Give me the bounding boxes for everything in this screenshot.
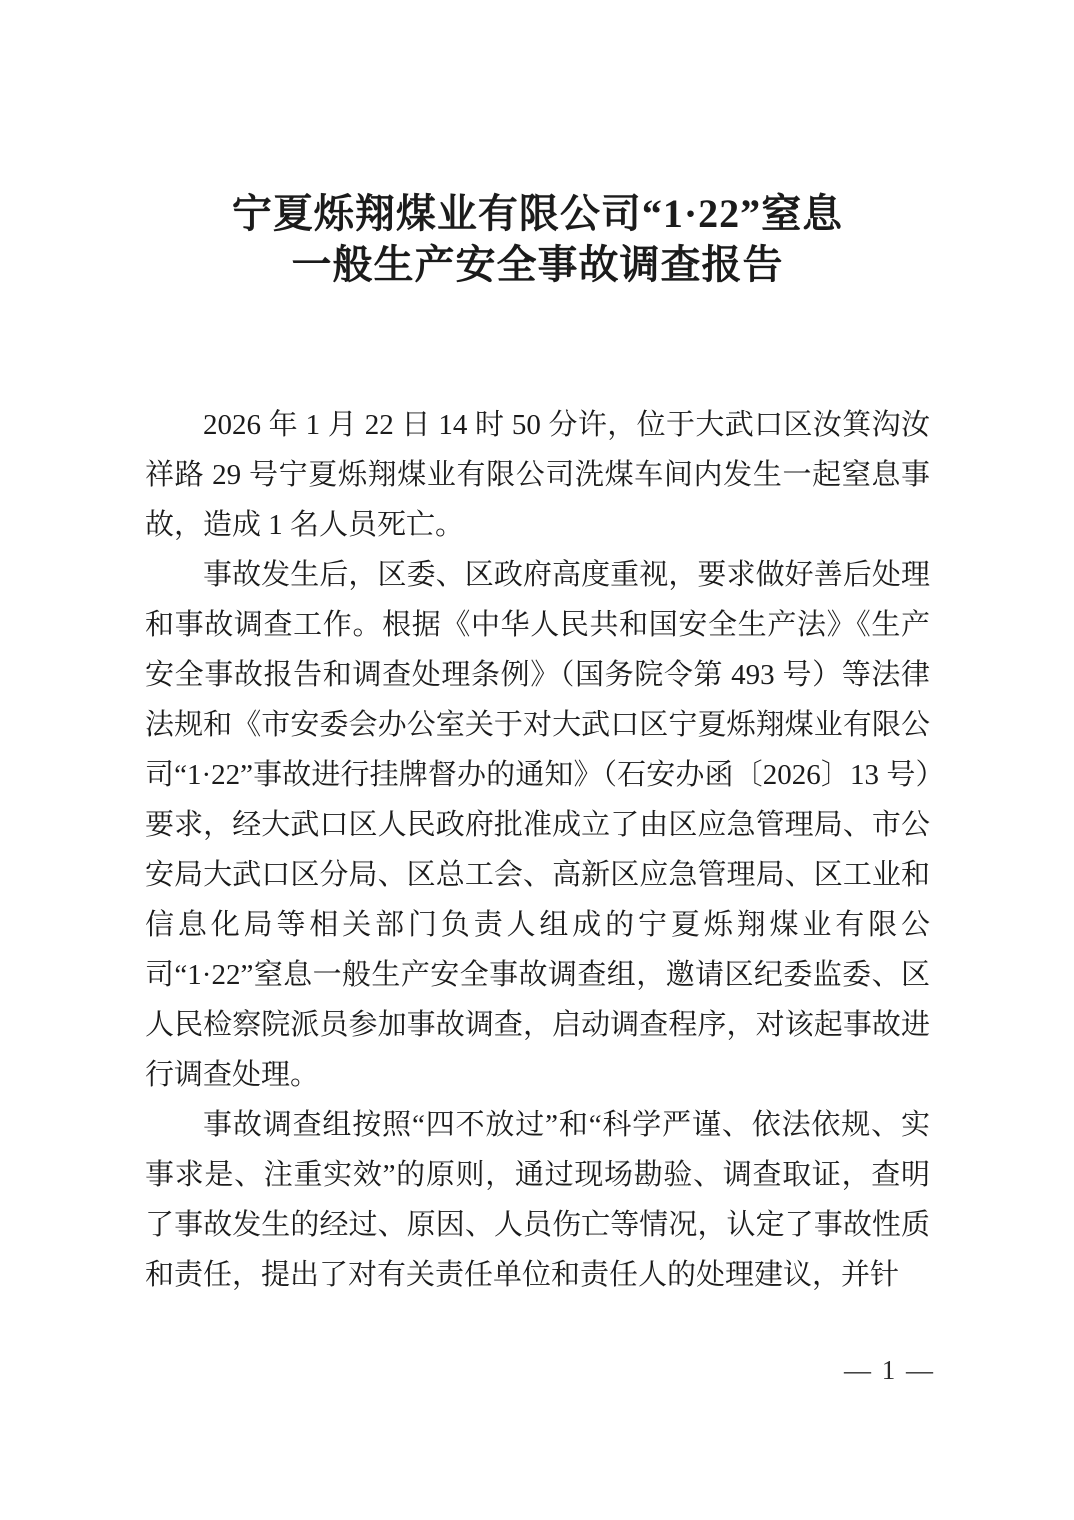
paragraph-incident-summary: 2026 年 1 月 22 日 14 时 50 分许，位于大武口区汝箕沟汝祥路 29 号宁夏烁翔煤业有限公司洗煤车间内发生一起窒息事故，造成 1 名人员死亡。: [145, 409, 930, 541]
paragraph-investigation-principles: 事故调查组按照“四不放过”和“科学严谨、依法依规、实事求是、注重实效”的原则，通过现场勘验、调查取证，查明了事故发生的经过、原因、人员伤亡等情况，认定了事故性质和责任，提出了对有关责任单位和责任人的处理建议，并针: [145, 1109, 930, 1291]
report-title: [145, 188, 930, 290]
paragraph-investigation-setup: 事故发生后，区委、区政府高度重视，要求做好善后处理和事故调查工作。根据《中华人民共和国安全生产法》《生产安全事故报告和调查处理条例》（国务院令第 493 号）等法律法规和《市安委会办公室关于对大武口区宁夏烁翔煤业有限公司“1·22”事故进行挂牌督办的通知》（石安办函〔2026〕13 号）要求，经大武口区人民政府批准成立了由区应急管理局、市公安局大武口区分局、区总工会、高新区应急管理局、区工业和信息化局等相关部门负责人组成的宁夏烁翔煤业有限公司“1·22”窒息一般生产安全事故调查组，邀请区纪委监委、区人民检察院派员参加事故调查，启动调查程序，对该起事故进行调查处理。: [145, 559, 930, 1091]
report-title-line-1: 宁夏烁翔煤业有限公司“1·22”窒息: [231, 191, 844, 236]
report-body: [145, 400, 930, 1300]
page-number: — 1 —: [844, 1355, 935, 1385]
report-title-line-2: 一般生产安全事故调查报告: [291, 242, 784, 287]
